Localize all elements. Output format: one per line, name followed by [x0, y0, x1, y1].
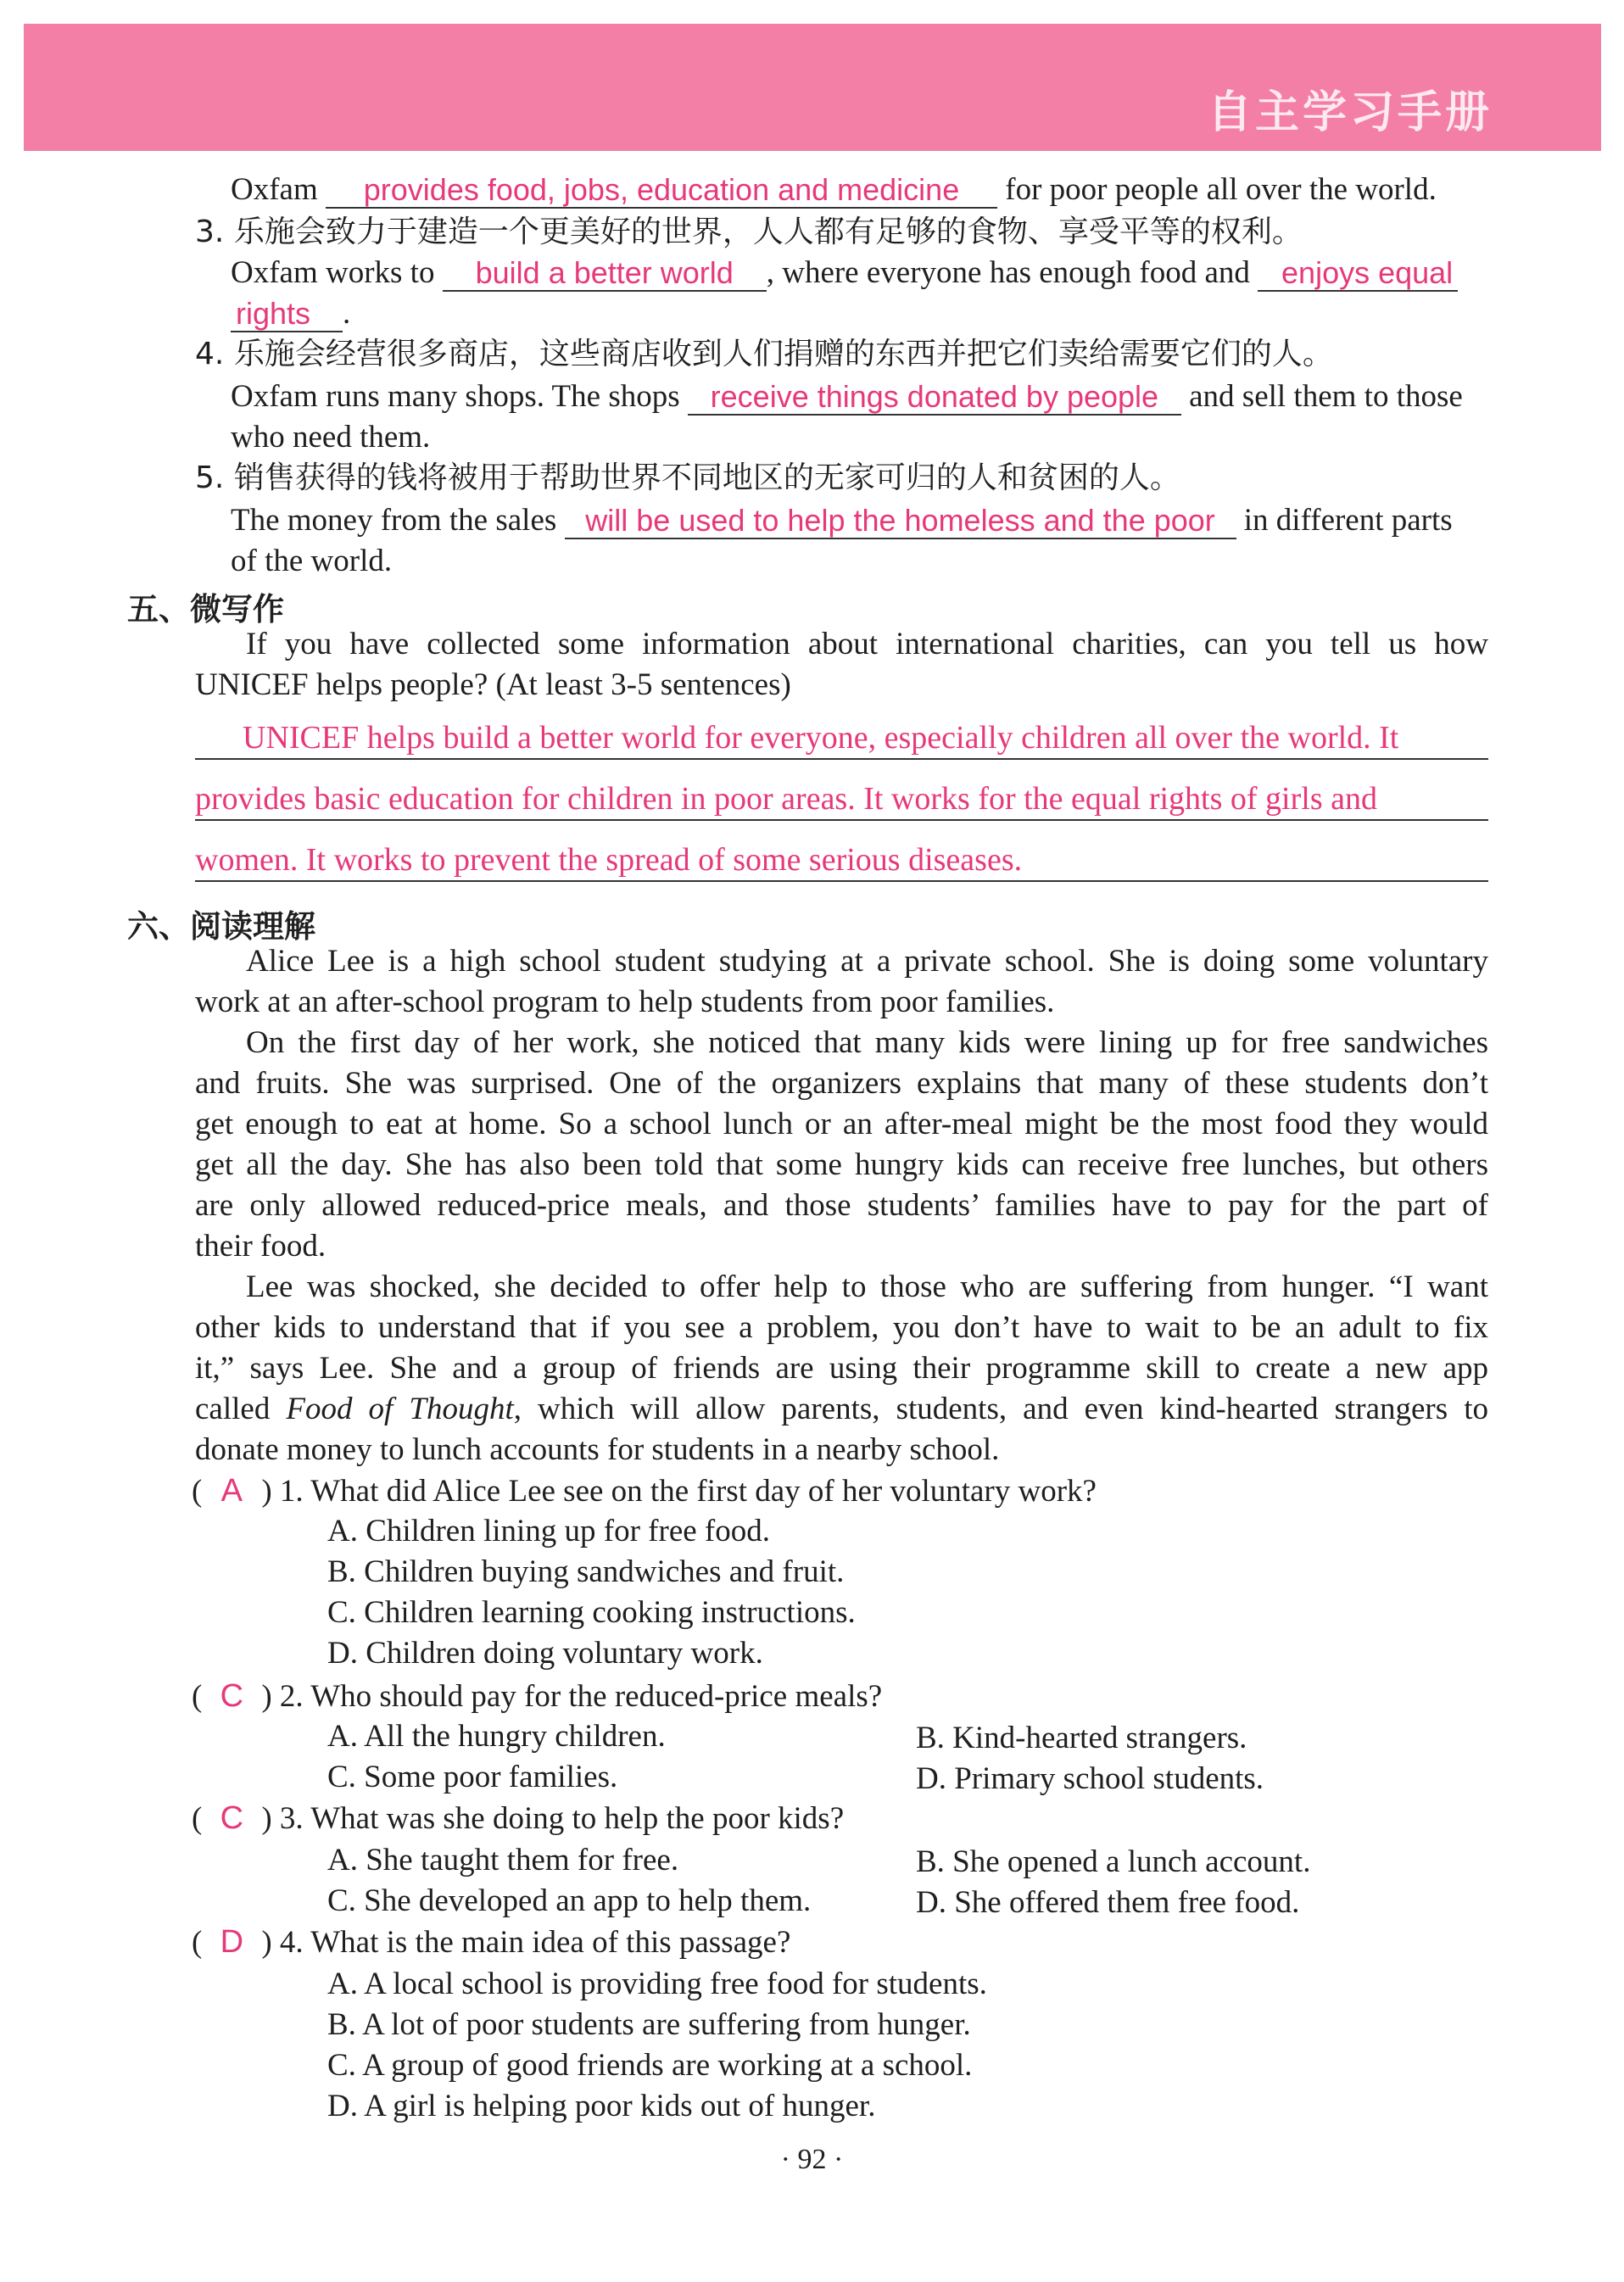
q3-answer2b: rights [231, 297, 343, 332]
q2-prefix: Oxfam [231, 172, 318, 207]
q4-prefix: Oxfam runs many shops. The shops [231, 379, 680, 414]
translation-q3-english-2 [231, 295, 350, 332]
q5-answer: will be used to help the homeless and the poor [565, 504, 1236, 539]
q3-middle: , where everyone has enough food and [766, 255, 1250, 290]
page-number: · 92 · [780, 2144, 844, 2175]
writing-heading: 五、微写作 [127, 591, 284, 628]
option: A. All the hungry children. [327, 1719, 666, 1754]
q3-end: . [343, 296, 351, 331]
answer-1: A [220, 1473, 243, 1509]
q4-line2: who need them. [231, 420, 431, 455]
translation-q5-english [231, 502, 1453, 539]
passage-fragment: called [195, 1392, 271, 1426]
passage-line: get all the day. She has also been told that some hungry kids can receive free lunches, but others [195, 1147, 1488, 1182]
q5-prefix: The money from the sales [231, 503, 557, 538]
option: C. Some poor families. [327, 1760, 618, 1794]
question-2: ( C ) 2. Who should pay for the reduced-price meals? [192, 1678, 883, 1714]
passage-line: are only allowed reduced-price meals, and those students’ families have to pay for the part of [195, 1188, 1488, 1223]
passage-line: Lee was shocked, she decided to offer help to those who are suffering from hunger. “I want [246, 1269, 1488, 1304]
writing-answer-line-1: UNICEF helps build a better world for everyone, especially children all over the world. It [195, 717, 1488, 760]
passage-fragment: , which will allow parents, students, and even kind-hearted strangers to [513, 1392, 1488, 1426]
q3-number: 3. [195, 215, 225, 249]
question-stem: 3. What was she doing to help the poor kids? [279, 1801, 845, 1836]
option: D. Children doing voluntary work. [327, 1636, 763, 1671]
option: B. A lot of poor students are suffering from hunger. [327, 2007, 971, 2042]
q2-answer: provides food, jobs, education and medicine [326, 173, 997, 209]
q4-chinese-text: 乐施会经营很多商店，这些商店收到人们捐赠的东西并把它们卖给需要它们的人。 [233, 337, 1333, 371]
q4-suffix: and sell them to those [1189, 379, 1463, 414]
passage-line: it,” says Lee. She and a group of friends are using their programme skill to create a new app [195, 1351, 1488, 1386]
passage-line: other kids to understand that if you see a problem, you don’t have to wait to be an adult to fix [195, 1310, 1488, 1345]
q5-line2: of the world. [231, 544, 393, 578]
answer-3: C [220, 1800, 244, 1836]
writing-prompt-2: UNICEF helps people? (At least 3-5 sentences) [195, 667, 791, 702]
option: C. She developed an app to help them. [327, 1883, 812, 1918]
option: D. She offered them free food. [916, 1885, 1300, 1920]
translation-q4-english [231, 378, 1463, 416]
question-stem: 4. What is the main idea of this passage? [279, 1925, 791, 1960]
passage-line: and fruits. She was surprised. One of the organizers explains that many of these students don’t [195, 1066, 1488, 1101]
writing-prompt-1: If you have collected some information about international charities, can you tell us how [246, 627, 1488, 661]
q3-answer1: build a better world [443, 256, 767, 292]
passage-line: On the first day of her work, she noticed that many kids were lining up for free sandwiches [246, 1025, 1488, 1060]
q3-answer2a: enjoys equal [1258, 256, 1458, 292]
translation-q3-english [231, 254, 1458, 292]
translation-q4-chinese [195, 336, 1333, 373]
option: A. A local school is providing free food for students. [327, 1967, 987, 2001]
header-title: 自主学习手册 [1207, 87, 1493, 138]
option: A. Children lining up for free food. [327, 1514, 770, 1548]
q3-prefix: Oxfam works to [231, 255, 435, 290]
option: B. Children buying sandwiches and fruit. [327, 1554, 845, 1589]
passage-line: their food. [195, 1229, 326, 1264]
app-name: Food of Thought [286, 1392, 514, 1426]
option: A. She taught them for free. [327, 1843, 679, 1877]
q3-chinese-text: 乐施会致力于建造一个更美好的世界，人人都有足够的食物、享受平等的权利。 [233, 215, 1303, 249]
translation-q3-chinese [195, 214, 1303, 251]
q2-suffix: for poor people all over the world. [1005, 172, 1437, 207]
writing-answer-line-3: women. It works to prevent the spread of some serious diseases. [195, 840, 1488, 882]
option: C. Children learning cooking instructions. [327, 1595, 856, 1630]
question-stem: 1. What did Alice Lee see on the first day of her voluntary work? [279, 1474, 1097, 1509]
question-stem: 2. Who should pay for the reduced-price meals? [279, 1679, 883, 1714]
option: B. Kind-hearted strangers. [916, 1721, 1247, 1755]
q4-number: 4. [195, 337, 225, 371]
passage-line-app [195, 1391, 1488, 1428]
reading-heading: 六、阅读理解 [127, 908, 315, 945]
q5-number: 5. [195, 460, 225, 495]
passage-line: Alice Lee is a high school student studying at a private school. She is doing some voluntary [246, 944, 1488, 979]
option: D. A girl is helping poor kids out of hunger. [327, 2089, 876, 2123]
translation-q2-line [231, 171, 1437, 209]
passage-line: donate money to lunch accounts for students in a nearby school. [195, 1432, 1000, 1467]
passage-line: work at an after-school program to help students from poor families. [195, 985, 1055, 1019]
question-3: ( C ) 3. What was she doing to help the poor kids? [192, 1800, 845, 1836]
option: C. A group of good friends are working at a school. [327, 2048, 973, 2083]
answer-2: C [220, 1678, 244, 1714]
writing-answer-line-2: provides basic education for children in poor areas. It works for the equal rights of girls and [195, 778, 1488, 821]
q4-answer: receive things donated by people [688, 380, 1181, 416]
question-4: ( D ) 4. What is the main idea of this passage? [192, 1924, 791, 1960]
passage-line: get enough to eat at home. So a school lunch or an after-meal might be the most food they would [195, 1107, 1488, 1141]
q5-suffix: in different parts [1243, 503, 1453, 538]
option: D. Primary school students. [916, 1761, 1264, 1796]
answer-4: D [220, 1924, 244, 1960]
option: B. She opened a lunch account. [916, 1844, 1311, 1879]
header-banner [24, 24, 1601, 151]
question-1: ( A ) 1. What did Alice Lee see on the first day of her voluntary work? [192, 1473, 1097, 1509]
translation-q5-chinese [195, 460, 1180, 497]
q5-chinese-text: 销售获得的钱将被用于帮助世界不同地区的无家可归的人和贫困的人。 [233, 460, 1180, 495]
